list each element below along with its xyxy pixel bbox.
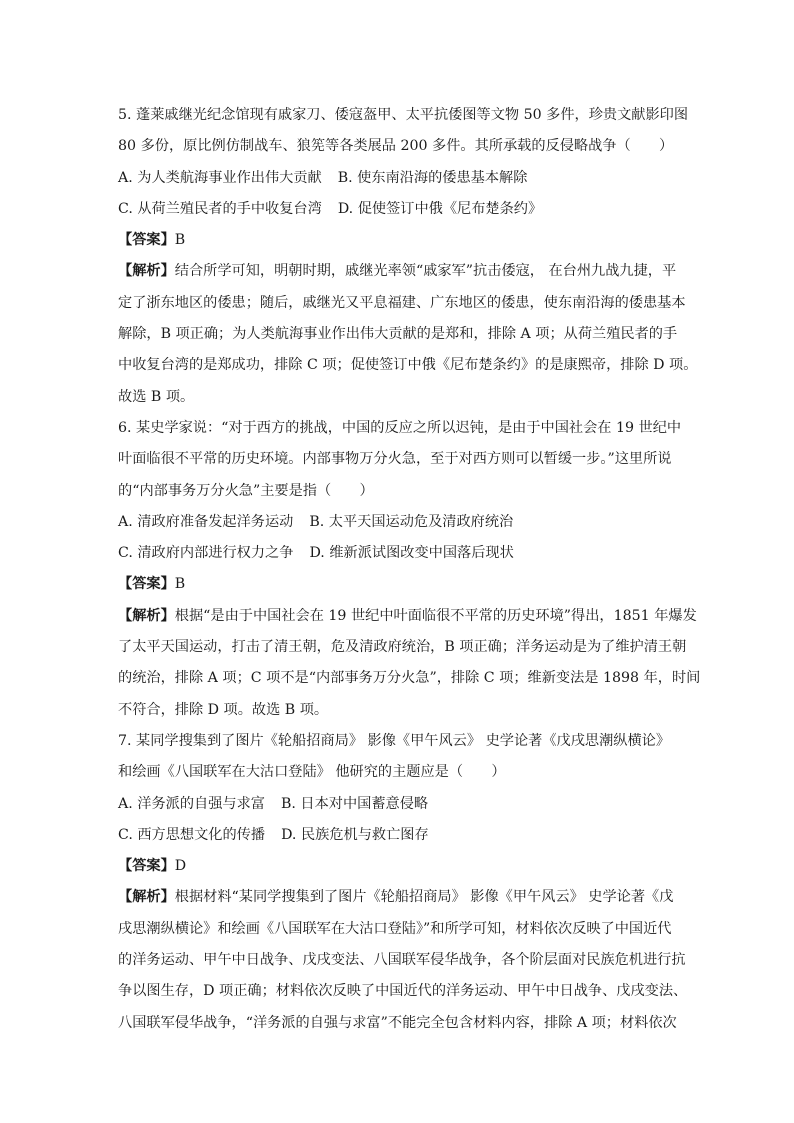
question-stem-line: 叶面临很不平常的历史环境。内部事物万分火急，至于对西方则可以暂缓一步。”这里所说	[118, 451, 672, 468]
analysis-text: 根据“是由于中国社会在 19 世纪中叶面临很不平常的历史环境”得出，1851 年爆发	[174, 607, 697, 624]
analysis-text: 争以图生存，D 项正确；材料依次反映了中国近代的洋务运动、甲午中日战争、戊戌变法、	[118, 983, 688, 1000]
analysis-text: 定了浙东地区的倭患；随后，戚继光又平息福建、广东地区的倭患，使东南沿海的倭患基本	[118, 294, 686, 311]
option-row	[118, 820, 688, 851]
answer-line	[118, 225, 688, 256]
question-stem-line: 7. 某同学搜集到了图片《轮船招商局》 影像《甲午风云》 史学论著《戊戌思潮纵横论》	[118, 732, 671, 749]
answer-value: B	[174, 232, 186, 249]
answer-label: 【答案】	[118, 576, 175, 593]
option-row	[118, 507, 688, 538]
option-row	[118, 789, 688, 820]
question-stem-line: 的“内部事务万分火急”主要是指（ ）	[118, 482, 374, 499]
option-c: C. 西方思想文化的传播	[118, 826, 266, 843]
question-5	[118, 100, 698, 413]
option-d: D. 维新派试图改变中国落后现状	[309, 545, 514, 562]
analysis-text: 的洋务运动、甲午中日战争、戊戌变法、八国联军侵华战争，各个阶层面对民族危机进行抗	[118, 952, 686, 969]
analysis-label: 【解析】	[118, 263, 175, 280]
option-d: D. 民族危机与救亡图存	[281, 826, 429, 843]
analysis-text: 根据材料“某同学搜集到了图片《轮船招商局》 影像《甲午风云》 史学论著《戊	[174, 889, 674, 906]
analysis-text: 解除，B 项正确；为人类航海事业作出伟大贡献的是郑和，排除 A 项；从荷兰殖民者的手	[118, 326, 678, 343]
question-stem-line: 6. 某史学家说：“对于西方的挑战，中国的反应之所以迟钝，是由于中国社会在 19 世纪中	[118, 419, 682, 436]
answer-line	[118, 851, 688, 882]
analysis-label: 【解析】	[118, 889, 175, 906]
option-row	[118, 163, 688, 194]
answer-label: 【答案】	[118, 232, 175, 249]
question-7	[118, 726, 688, 1039]
document-page	[118, 100, 701, 1039]
option-b: B. 使东南沿海的倭患基本解除	[337, 169, 528, 186]
analysis-text: 八国联军侵华战争，“洋务派的自强与求富”不能完全包含材料内容，排除 A 项；材料依次	[118, 1014, 677, 1031]
analysis-label: 【解析】	[118, 607, 175, 624]
option-a: A. 为人类航海事业作出伟大贡献	[118, 169, 322, 186]
analysis-text: 结合所学可知，明朝时期，戚继光率领“戚家军”抗击倭寇， 在台州九战九捷，平	[174, 263, 677, 280]
answer-value: B	[174, 576, 186, 593]
answer-value: D	[174, 858, 187, 875]
analysis-text: 戌思潮纵横论》和绘画《八国联军在大沽口登陆》”和所学可知，材料依次反映了中国近代	[118, 920, 672, 937]
question-stem-line: 5. 蓬莱戚继光纪念馆现有戚家刀、倭寇盔甲、太平抗倭图等文物 50 多件，珍贵文献影印图	[118, 107, 689, 123]
answer-label: 【答案】	[118, 858, 175, 875]
option-c: C. 清政府内部进行权力之争	[118, 545, 294, 562]
answer-line	[118, 569, 688, 600]
question-stem-line: 和绘画《八国联军在大沽口登陆》 他研究的主题应是（ ）	[118, 764, 506, 781]
question-stem-line: 80 多份，原比例仿制战车、狼筅等各类展品 200 多件。其所承载的反侵略战争（ ）	[118, 138, 674, 155]
analysis-line	[118, 882, 688, 913]
option-row	[118, 194, 688, 225]
analysis-line	[118, 601, 697, 632]
analysis-text: 中收复台湾的是郑成功，排除 C 项；促使签订中俄《尼布楚条约》的是康熙帝，排除 D 项。	[118, 357, 698, 374]
analysis-line	[118, 256, 688, 287]
option-d: D. 促使签订中俄《尼布楚条约》	[337, 200, 543, 217]
option-b: B. 太平天国运动危及清政府统治	[309, 513, 514, 530]
analysis-text: 故选 B 项。	[118, 388, 195, 405]
option-a: A. 清政府准备发起洋务运动	[118, 513, 294, 530]
option-a: A. 洋务派的自强与求富	[118, 795, 265, 812]
option-b: B. 日本对中国蓄意侵略	[280, 795, 429, 812]
analysis-text: 了太平天国运动，打击了清王朝，危及清政府统治，B 项正确；洋务运动是为了维护清王朝	[118, 639, 687, 656]
question-6	[118, 413, 701, 726]
analysis-text: 不符合，排除 D 项。故选 B 项。	[118, 701, 329, 718]
analysis-text: 的统治，排除 A 项；C 项不是“内部事务万分火急”，排除 C 项；维新变法是 1898 年，时间	[118, 670, 701, 687]
option-row	[118, 538, 688, 569]
option-c: C. 从荷兰殖民者的手中收复台湾	[118, 200, 322, 217]
